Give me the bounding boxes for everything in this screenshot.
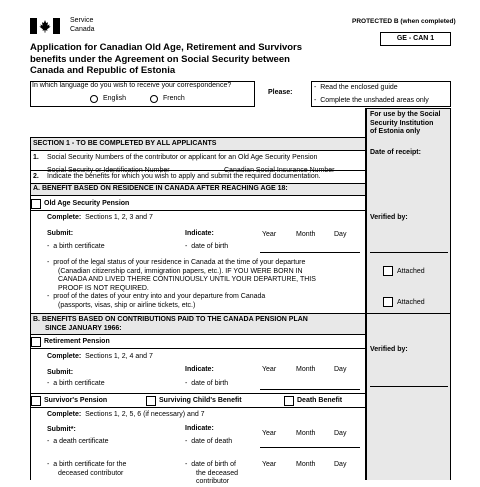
b-day: Day — [334, 366, 347, 373]
instruction-2: - Complete the unshaded areas only — [314, 97, 429, 104]
a-complete: Complete: Sections 1, 2, 3 and 7 — [47, 214, 153, 221]
date-of-receipt-label: Date of receipt: — [370, 149, 421, 156]
b-item-dob: - date of birth — [185, 380, 229, 387]
death-benefit-checkbox[interactable] — [284, 396, 294, 406]
verified-by-line-2 — [370, 386, 448, 387]
b-year-2: Year — [262, 430, 277, 437]
b-month-2: Month — [296, 430, 316, 437]
language-question: In which language do you wish to receive your correspondence? — [32, 82, 232, 89]
verified-by-line-1 — [370, 252, 448, 253]
form-right-border — [365, 108, 366, 480]
q1-number: 1. — [33, 154, 39, 161]
b-dod-field[interactable] — [260, 447, 360, 448]
a-item-birth-cert: - a birth certificate — [47, 243, 105, 250]
b-year-3: Year — [262, 461, 277, 468]
survivor-checkbox[interactable] — [31, 396, 41, 406]
b-month: Month — [296, 366, 316, 373]
attached-checkbox-2[interactable] — [383, 297, 393, 307]
b-indicate-label-2: Indicate: — [185, 425, 214, 432]
b-year: Year — [262, 366, 277, 373]
a-proof-residence: - proof of the legal status of your residence in Canada at the time of your departure (Canadian citizenship card, immigration papers, etc.). IF YOU WERE BORN IN CANADA AND LIVED THERE CONTINUOUSLY UNTIL YOUR DEPARTURE, THIS PROOF IS NOT REQUIRED. — [47, 259, 316, 292]
verified-by-label-2: Verified by: — [370, 346, 408, 353]
a-proof-dates: - proof of the dates of your entry into and your departure from Canada (passports, visas, ship or airline tickets, etc.) — [47, 293, 266, 309]
b-submit-label-2: Submit*: — [47, 426, 76, 433]
oas-label: Old Age Security Pension — [44, 200, 130, 207]
a-month: Month — [296, 231, 316, 238]
q1-text: Social Security Numbers of the contributor or applicant for an Old Age Security Pension — [47, 154, 318, 161]
french-label: French — [163, 95, 185, 102]
b-submit-label: Submit: — [47, 369, 74, 376]
q2-text: Indicate the benefits for which you wish to apply and submit the required documentation. — [47, 173, 321, 180]
agency-name: Service Canada — [70, 17, 95, 33]
french-radio[interactable] — [150, 95, 158, 103]
b-indicate-label: Indicate: — [185, 366, 214, 373]
b-day-3: Day — [334, 461, 347, 468]
form-title: Application for Canadian Old Age, Retirement and Survivors benefits under the Agreement on Social Security between Canada and Republic of Estonia — [30, 42, 303, 76]
english-label: English — [103, 95, 126, 102]
survivor-divider — [30, 407, 366, 408]
child-benefit-checkbox[interactable] — [146, 396, 156, 406]
a-day: Day — [334, 231, 347, 238]
survivor-top-divider — [30, 393, 366, 394]
b-complete: Complete: Sections 1, 2, 4 and 7 — [47, 353, 153, 360]
canada-flag-logo — [30, 18, 60, 34]
a-submit-label: Submit: — [47, 230, 74, 237]
oas-checkbox[interactable] — [31, 199, 41, 209]
b-item-dod: - date of death — [185, 438, 233, 445]
retirement-divider — [30, 348, 366, 349]
survivor-label: Survivor's Pension — [44, 397, 108, 404]
please-label: Please: — [268, 89, 293, 96]
retirement-label: Retirement Pension — [44, 338, 110, 345]
b-day-2: Day — [334, 430, 347, 437]
oas-divider — [30, 210, 366, 211]
attached-label-1: Attached — [397, 268, 425, 275]
a-item-dob: - date of birth — [185, 243, 229, 250]
b-item-birth-cert: - a birth certificate — [47, 380, 105, 387]
q2-number: 2. — [33, 173, 39, 180]
b-item-bc-deceased: - a birth certificate for the deceased contributor — [47, 461, 127, 477]
retirement-checkbox[interactable] — [31, 337, 41, 347]
b-complete-2: Complete: Sections 1, 2, 5, 6 (if necessary) and 7 — [47, 411, 205, 418]
q2-top-border — [30, 170, 366, 171]
institution-panel — [366, 108, 451, 480]
b-dob-field[interactable] — [260, 389, 360, 390]
institution-panel-title: For use by the Social Security Institution of Estonia only — [370, 111, 441, 135]
b-month-3: Month — [296, 461, 316, 468]
b-item-dob-deceased: - date of birth of the deceased contributor — [185, 461, 239, 485]
english-radio[interactable] — [90, 95, 98, 103]
section-b-heading: B. BENEFITS BASED ON CONTRIBUTIONS PAID TO THE CANADA PENSION PLAN SINCE JANUARY 1966: — [33, 316, 308, 332]
instruction-1: - Read the enclosed guide — [314, 84, 398, 91]
verified-by-label-1: Verified by: — [370, 214, 408, 221]
section1-heading: SECTION 1 - TO BE COMPLETED BY ALL APPLICANTS — [33, 140, 217, 147]
b-item-death-cert: - a death certificate — [47, 438, 109, 445]
protected-label: PROTECTED B (when completed) — [352, 18, 456, 25]
side-divider — [366, 313, 451, 314]
a-year: Year — [262, 231, 277, 238]
a-dob-field[interactable] — [260, 252, 360, 253]
section-a-heading: A. BENEFIT BASED ON RESIDENCE IN CANADA AFTER REACHING AGE 18: — [33, 185, 288, 192]
attached-label-2: Attached — [397, 299, 425, 306]
child-benefit-label: Surviving Child's Benefit — [159, 397, 242, 404]
attached-checkbox-1[interactable] — [383, 266, 393, 276]
a-indicate-label: Indicate: — [185, 230, 214, 237]
death-benefit-label: Death Benefit — [297, 397, 343, 404]
form-code: GE - CAN 1 — [380, 32, 451, 46]
